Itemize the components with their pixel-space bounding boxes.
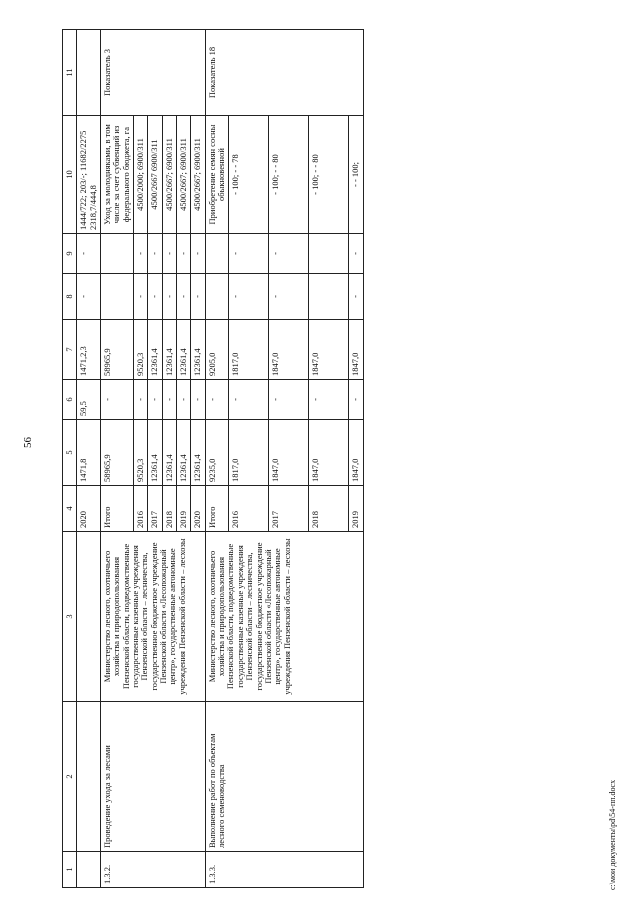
year-cell: 2017 — [269, 486, 309, 532]
cell: 4500/2667; 6900/311 — [177, 116, 191, 234]
col-header: 2 — [63, 702, 77, 852]
cell — [205, 274, 229, 320]
footer-path: c:\мои документы\pd\54-пп.docx — [608, 779, 617, 890]
cell: 1444/722; 203/-; 11682/2275 2318,7/444,8 — [77, 116, 101, 234]
cell: 12361,4 — [162, 420, 176, 486]
cell: 1817,0 — [229, 420, 269, 486]
cell: - — [191, 234, 205, 274]
cell — [205, 234, 229, 274]
col-header: 7 — [63, 320, 77, 380]
header-row — [63, 30, 77, 888]
year-cell: 2016 — [229, 486, 269, 532]
col-header: 1 — [63, 852, 77, 888]
cell: 58965,9 — [101, 320, 134, 380]
executors: Министерство лесного, охотничьего хозяйства и природопользования Пензенской области, подведомственные государственные казенные учреждения Пензенской области – лесничества, государственное бюджетное учреждение Пензенской области «Лесопожарный центр», государственные автономные учреждения Пензенской области – лесхозы — [101, 532, 206, 702]
section-name: Проведение ухода за лесами — [101, 702, 206, 852]
cell: 58965,9 — [101, 420, 134, 486]
cell: 1471,8 — [77, 420, 101, 486]
cell: - — [101, 380, 134, 420]
cell: 4500/2667 6900/311 — [148, 116, 162, 234]
col-header: 8 — [63, 274, 77, 320]
cell: - — [177, 274, 191, 320]
cell: 9205,0 — [205, 320, 229, 380]
cell: 9520,3 — [134, 420, 148, 486]
cell: 9520,3 — [134, 320, 148, 380]
cell: - — [229, 380, 269, 420]
cell: Уход за молодняками, в том числе за счет субвенций из федерального бюджета, га — [101, 116, 134, 234]
col-header: 10 — [63, 116, 77, 234]
cell: - 100; - - 78 — [229, 116, 269, 234]
year-cell: Итого — [101, 486, 134, 532]
cell: - — [162, 274, 176, 320]
page-number: 56 — [22, 437, 34, 448]
table-row — [101, 30, 134, 888]
cell: 12361,4 — [162, 320, 176, 380]
cell: 12361,4 — [148, 420, 162, 486]
cell: 12361,4 — [191, 420, 205, 486]
year-cell: 2019 — [177, 486, 191, 532]
year-cell: 2020 — [191, 486, 205, 532]
section-number: 1.3.3. — [205, 852, 363, 888]
cell: 1847,0 — [269, 420, 309, 486]
cell: 12361,4 — [191, 320, 205, 380]
cell: 1847,0 — [269, 320, 309, 380]
cell: - — [269, 274, 309, 320]
indicator: Показатель 18 — [205, 30, 363, 116]
cell: - — [134, 234, 148, 274]
year-cell: 2016 — [134, 486, 148, 532]
cell: - — [134, 274, 148, 320]
section-number: 1.3.2. — [101, 852, 206, 888]
cell: - — [269, 234, 309, 274]
rotated-page — [62, 30, 572, 888]
cell: 1471,2,3 — [77, 320, 101, 380]
cell: - 100; - - 80 — [309, 116, 349, 234]
cell: - — [162, 234, 176, 274]
col-header: 3 — [63, 532, 77, 702]
cell: 1847,0 — [309, 320, 349, 380]
col-header: 5 — [63, 420, 77, 486]
col-header: 6 — [63, 380, 77, 420]
cell: 4500/2667; 6900/311 — [191, 116, 205, 234]
cell: - — [177, 380, 191, 420]
program-table — [62, 29, 364, 888]
cell: - — [162, 380, 176, 420]
year-cell: 2019 — [349, 486, 363, 532]
cell: - — [205, 380, 229, 420]
cell — [101, 274, 134, 320]
cell: 1817,0 — [229, 320, 269, 380]
cell: - — [349, 380, 363, 420]
year-cell: 2020 — [77, 486, 101, 532]
col-header: 4 — [63, 486, 77, 532]
cell: - 100; - - 80 — [269, 116, 309, 234]
cell: - — [229, 274, 269, 320]
cell: 12361,4 — [177, 420, 191, 486]
cell: 59,5 — [77, 380, 101, 420]
year-cell: Итого — [205, 486, 229, 532]
cell: 4500/2667; 6900/311 — [162, 116, 176, 234]
cell: - — [229, 234, 269, 274]
cell — [309, 234, 349, 274]
year-cell: 2018 — [309, 486, 349, 532]
cell: - — [77, 274, 101, 320]
cell: - — [309, 380, 349, 420]
cell: - — [134, 380, 148, 420]
col-header: 11 — [63, 30, 77, 116]
cell: - — [269, 380, 309, 420]
cell: 1847,0 — [349, 320, 363, 380]
cell: - — [148, 234, 162, 274]
cell: Приобретение семян сосны обыкновенной — [205, 116, 229, 234]
table-row — [205, 30, 229, 888]
year-cell: 2018 — [162, 486, 176, 532]
cell: - — [177, 234, 191, 274]
year-cell: 2017 — [148, 486, 162, 532]
cell: 4500/2000; 6900/311 — [134, 116, 148, 234]
table-row — [77, 30, 101, 888]
cell: - — [349, 234, 363, 274]
col-header: 9 — [63, 234, 77, 274]
cell: - - 100; — [349, 116, 363, 234]
cell: 9235,0 — [205, 420, 229, 486]
cell: 1847,0 — [309, 420, 349, 486]
cell: - — [191, 380, 205, 420]
indicator: Показатель 3 — [101, 30, 206, 116]
cell: - — [148, 274, 162, 320]
section-name: Выполнение работ по объектам лесного семеноводства — [205, 702, 363, 852]
cell — [309, 274, 349, 320]
cell: 12361,4 — [177, 320, 191, 380]
cell: - — [77, 234, 101, 274]
cell: - — [148, 380, 162, 420]
executors: Министерство лесного, охотничьего хозяйства и природопользования Пензенской области, подведомственные государственные казенные учреждения Пензенской области – лесничества, государственное бюджетное учреждение Пензенской области «Лесопожарный центр», государственные автономные учреждения Пензенской области – лесхозы — [205, 532, 363, 702]
cell: - — [349, 274, 363, 320]
cell: 1847,0 — [349, 420, 363, 486]
cell — [101, 234, 134, 274]
cell: 12361,4 — [148, 320, 162, 380]
cell: - — [191, 274, 205, 320]
